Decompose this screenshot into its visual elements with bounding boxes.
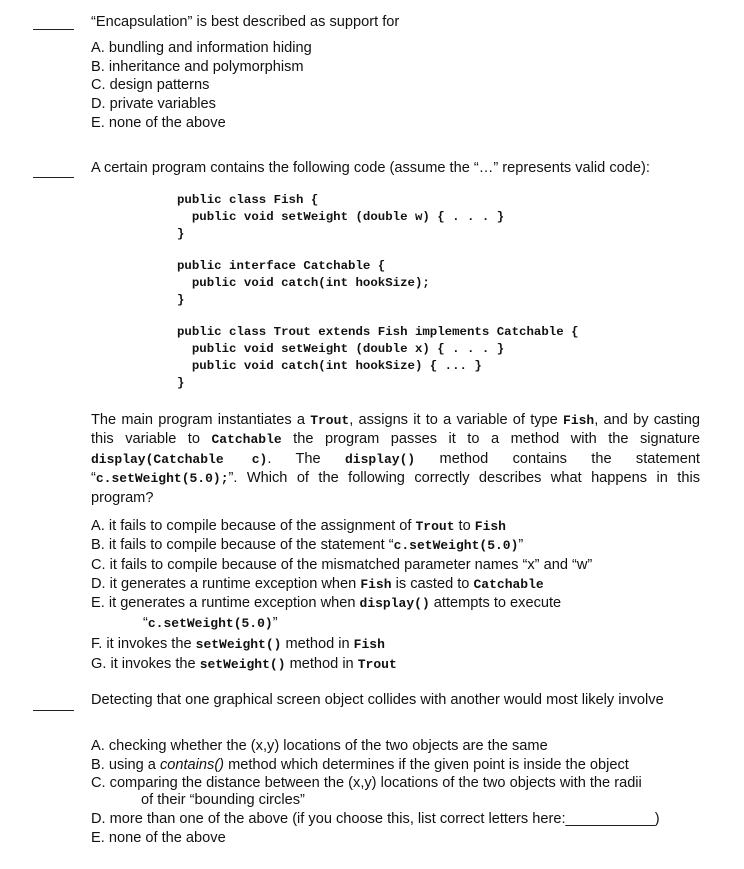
answer-blank-q2[interactable]	[33, 177, 74, 178]
q3-option-b: B. using a contains() method which determines if the given point is inside the object	[91, 757, 629, 773]
q1-option-c: C. design patterns	[91, 77, 210, 93]
code-line: public void setWeight (double x) { . . . }	[177, 342, 505, 356]
code-line: public void catch(int hookSize);	[177, 276, 430, 290]
q2-option-f: F. it invokes the setWeight() method in Fish	[91, 636, 385, 652]
q2-stem: A certain program contains the following code (assume the “…” represents valid code):	[91, 160, 650, 176]
answer-blank-q1[interactable]	[33, 29, 74, 30]
q2-option-e: E. it generates a runtime exception when display() attempts to execute	[91, 595, 562, 611]
q2-option-d: D. it generates a runtime exception when Fish is casted to Catchable	[91, 576, 544, 592]
q2-option-a: A. it fails to compile because of the assignment of Trout to Fish	[91, 518, 506, 534]
q1-option-e: E. none of the above	[91, 115, 226, 131]
q3-option-e: E. none of the above	[91, 830, 226, 846]
code-line: public interface Catchable {	[177, 259, 386, 273]
q1-option-b: B. inheritance and polymorphism	[91, 59, 304, 75]
q3-option-c-continued: of their “bounding circles”	[141, 792, 305, 808]
code-line: }	[177, 227, 185, 241]
q1-stem: “Encapsulation” is best described as support for	[91, 14, 400, 30]
code-line: }	[177, 293, 185, 307]
q3-option-c: C. comparing the distance between the (x,y) locations of the two objects with the radii	[91, 775, 642, 791]
q2-option-e-continued: “c.setWeight(5.0)”	[143, 615, 278, 631]
q2-option-g: G. it invokes the setWeight() method in Trout	[91, 656, 397, 672]
q2-option-b: B. it fails to compile because of the statement “c.setWeight(5.0)”	[91, 537, 524, 553]
code-line: public class Trout extends Fish implements Catchable {	[177, 325, 579, 339]
code-line: public void catch(int hookSize) { ... }	[177, 359, 482, 373]
answer-blank-q3[interactable]	[33, 710, 74, 711]
q3-option-a: A. checking whether the (x,y) locations of the two objects are the same	[91, 738, 548, 754]
code-line: }	[177, 376, 185, 390]
q3-stem: Detecting that one graphical screen object collides with another would most likely involve	[91, 692, 664, 708]
q1-option-a: A. bundling and information hiding	[91, 40, 312, 56]
q1-option-d: D. private variables	[91, 96, 216, 112]
q3-option-d: D. more than one of the above (if you choose this, list correct letters here:___________)	[91, 811, 660, 827]
q2-option-c: C. it fails to compile because of the mismatched parameter names “x” and “w”	[91, 557, 593, 573]
code-line: public class Fish {	[177, 193, 319, 207]
q2-scenario-paragraph: The main program instantiates a Trout, assigns it to a variable of type Fish, and by casting this variable to Catchable the program passes it to a method with the signature display(Catchable c). The display() method contains the statement “c.setWeight(5.0);”. Which of the following correctly describes what happens in this program?	[91, 412, 701, 506]
code-line: public void setWeight (double w) { . . . }	[177, 210, 505, 224]
